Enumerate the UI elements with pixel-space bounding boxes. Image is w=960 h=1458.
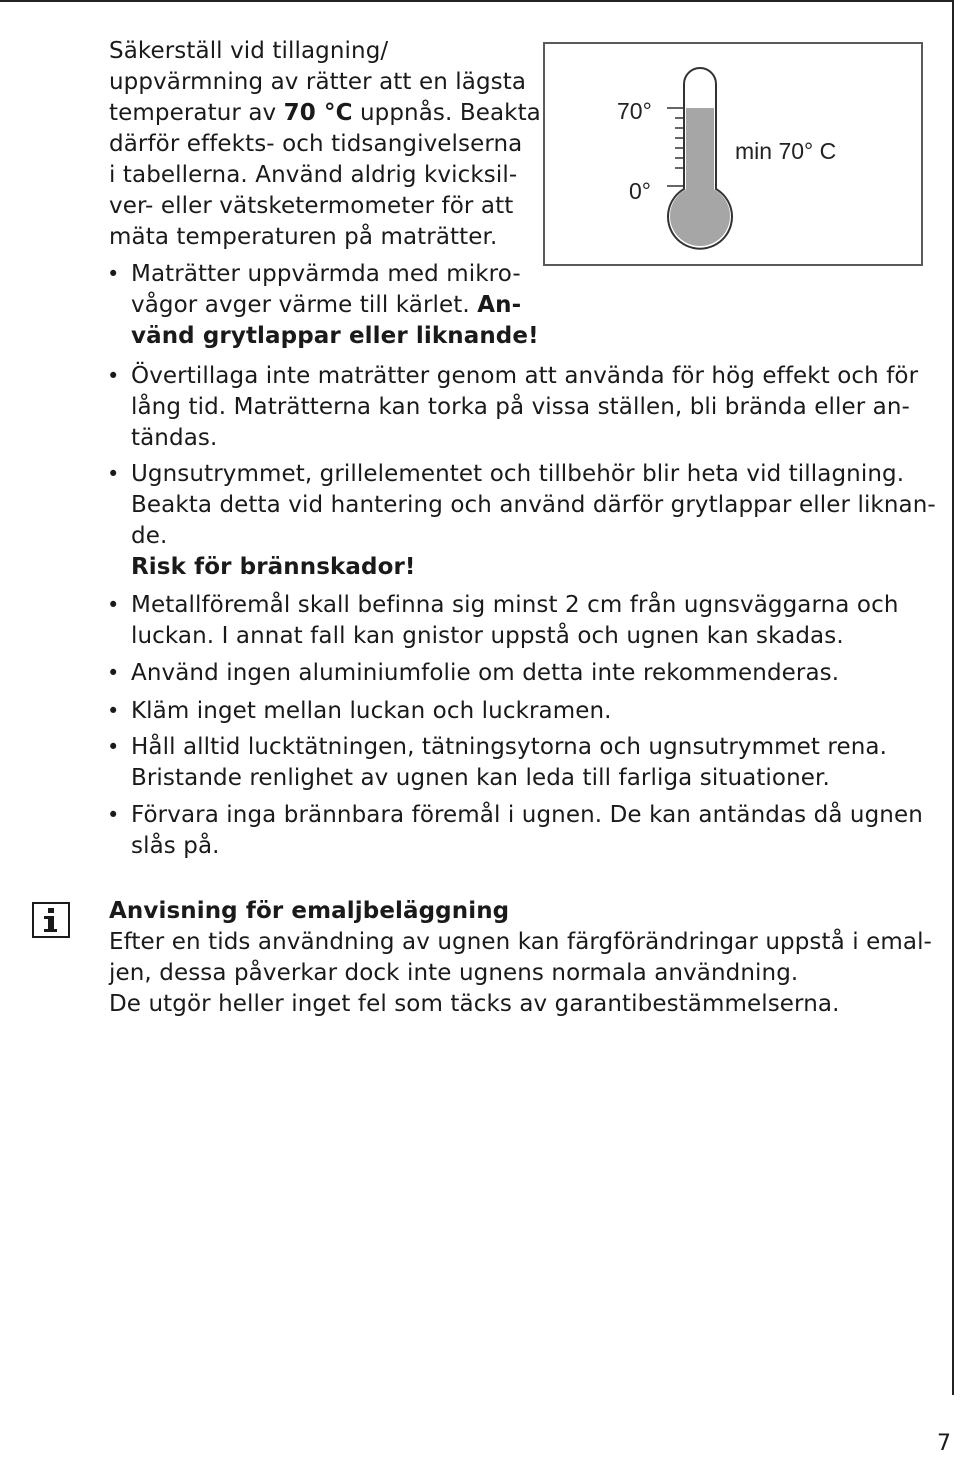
note-line: De utgör heller inget fel som täcks av garantibestämmelserna. <box>109 991 840 1017</box>
thermometer-bottom-label: 0° <box>629 178 651 204</box>
info-icon <box>32 902 70 938</box>
note-line: Efter en tids användning av ugnen kan färgförändringar uppstå i emal- <box>109 929 932 955</box>
bullet-text: Maträtter uppvärmda med mikro- <box>131 261 521 287</box>
bullet-text: luckan. I annat fall kan gnistor uppstå och ugnen kan skadas. <box>131 623 844 649</box>
bullet-text: lång tid. Maträtterna kan torka på vissa ställen, bli brända eller an- <box>131 394 910 420</box>
thermometer-figure <box>543 42 923 266</box>
bullet-text: Kläm inget mellan luckan och luckramen. <box>131 698 612 724</box>
bullet-marker: • <box>107 262 120 286</box>
intro-line: ver- eller vätsketermometer för att <box>109 193 514 219</box>
thermometer-icon <box>545 44 921 264</box>
bullet-marker: • <box>107 735 120 759</box>
bullet-marker: • <box>107 462 120 486</box>
bullet-marker: • <box>107 803 120 827</box>
bullet-text: Metallföremål skall befinna sig minst 2 cm från ugnsväggarna och <box>131 592 899 618</box>
bullet-text: de. <box>131 523 168 549</box>
min-temperature-value: 70 °C <box>283 100 353 126</box>
bullet-text: Håll alltid lucktätningen, tätningsytorna och ugnsutrymmet rena. <box>131 734 887 760</box>
note-heading: Anvisning för emaljbeläggning <box>109 898 510 924</box>
bullet-marker: • <box>107 699 120 723</box>
bullet-text: slås på. <box>131 833 220 859</box>
intro-line: uppvärmning av rätter att en lägsta <box>109 69 527 95</box>
thermometer-top-label: 70° <box>617 98 652 124</box>
intro-line: temperatur av 70 °C uppnås. Beakta <box>109 100 541 126</box>
bullet-text: vågor avger värme till kärlet. An- <box>131 292 522 318</box>
bullet-marker: • <box>107 661 120 685</box>
bullet-warning: vänd grytlappar eller liknande! <box>131 323 539 349</box>
intro-line: Säkerställ vid tillagning/ <box>109 38 389 64</box>
bullet-text: Ugnsutrymmet, grillelementet och tillbehör blir heta vid tillagning. <box>131 461 905 487</box>
intro-line: därför effekts- och tidsangivelserna <box>109 131 523 157</box>
page-number: 7 <box>937 1431 951 1456</box>
bullet-text: Bristande renlighet av ugnen kan leda till farliga situationer. <box>131 765 830 791</box>
bullet-text: Förvara inga brännbara föremål i ugnen. De kan antändas då ugnen <box>131 802 923 828</box>
bullet-marker: • <box>107 364 120 388</box>
bullet-text: Övertillaga inte maträtter genom att använda för hög effekt och för <box>131 363 919 389</box>
thermometer-caption: min 70° C <box>735 138 837 164</box>
intro-line: mäta temperaturen på maträtter. <box>109 224 498 250</box>
bullet-text: tändas. <box>131 425 218 451</box>
bullet-warning: Risk för brännskador! <box>131 554 416 580</box>
note-line: jen, dessa påverkar dock inte ugnens normala användning. <box>109 960 799 986</box>
bullet-text: Beakta detta vid hantering och använd därför grytlappar eller liknan- <box>131 492 936 518</box>
bullet-marker: • <box>107 593 120 617</box>
intro-line: i tabellerna. Använd aldrig kvicksil- <box>109 162 518 188</box>
bullet-text: Använd ingen aluminiumfolie om detta inte rekommenderas. <box>131 660 840 686</box>
